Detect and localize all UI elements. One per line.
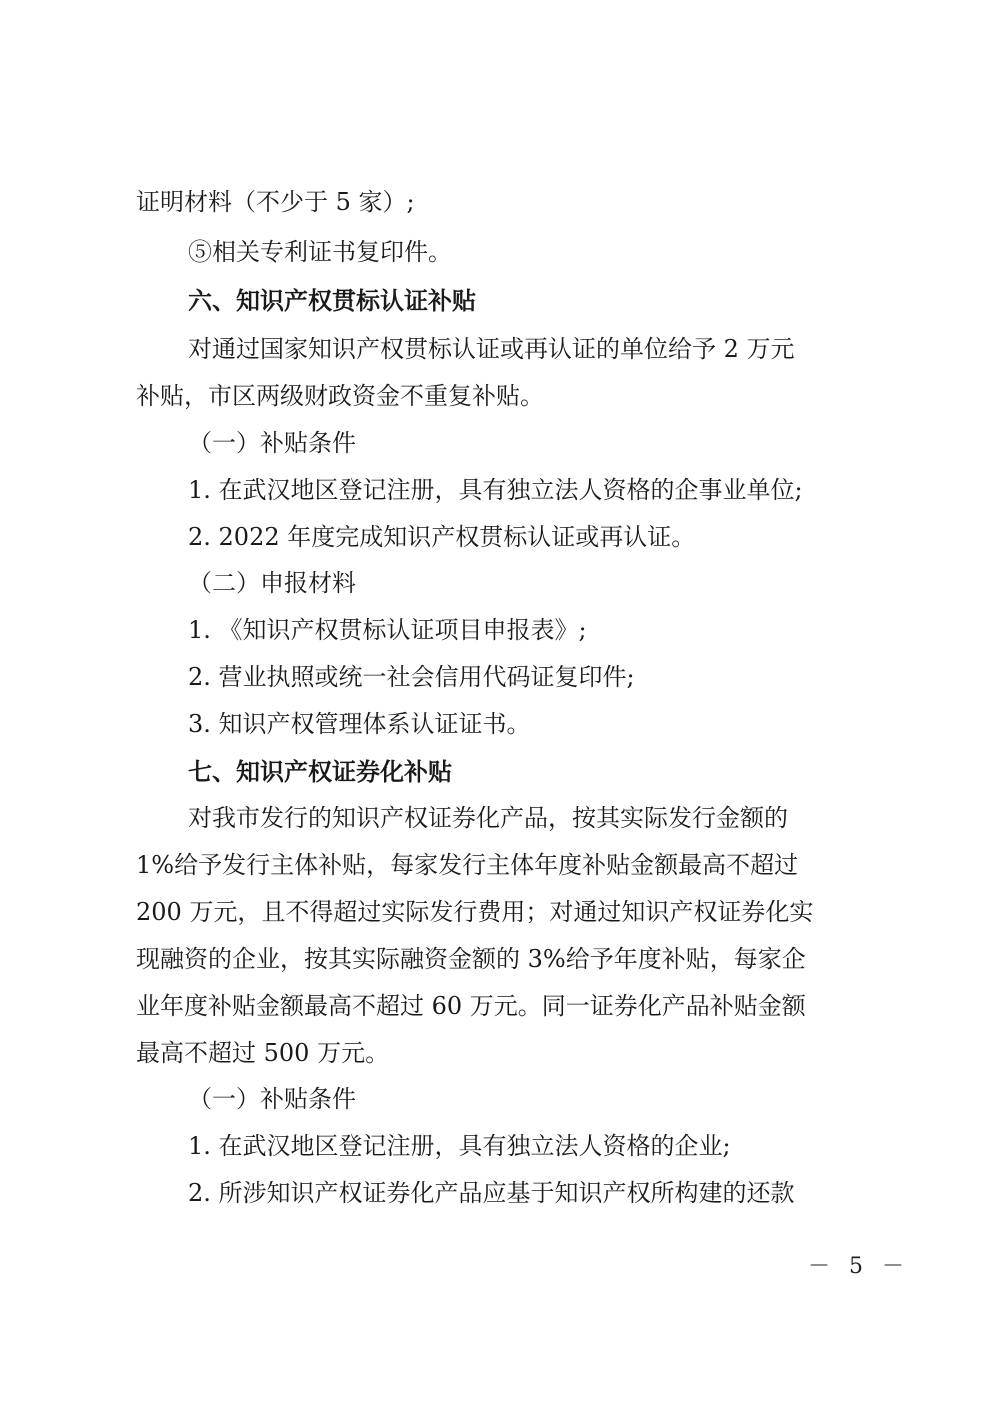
section-heading: 六、知识产权贯标认证补贴 [188, 287, 476, 315]
subsection-heading: （一）补贴条件 [188, 429, 356, 457]
list-item: 1. 在武汉地区登记注册，具有独立法人资格的企业; [188, 1132, 731, 1160]
paragraph-line: 补贴，市区两级财政资金不重复补贴。 [136, 382, 544, 410]
paragraph-line: 200 万元，且不得超过实际发行费用；对通过知识产权证券化实 [136, 898, 814, 926]
paragraph-line: 业年度补贴金额最高不超过 60 万元。同一证券化产品补贴金额 [136, 992, 806, 1020]
list-item: 2. 2022 年度完成知识产权贯标认证或再认证。 [188, 523, 696, 551]
list-item: 2. 营业执照或统一社会信用代码证复印件; [188, 663, 635, 691]
paragraph-line: 最高不超过 500 万元。 [136, 1039, 390, 1067]
list-item: 1. 《知识产权贯标认证项目申报表》; [188, 616, 587, 644]
section-heading: 七、知识产权证券化补贴 [188, 758, 452, 786]
list-item: 3. 知识产权管理体系认证证书。 [188, 710, 531, 738]
text-line: 证明材料（不少于 5 家）; [136, 188, 415, 216]
subsection-heading: （一）补贴条件 [188, 1085, 356, 1113]
subsection-heading: （二）申报材料 [188, 569, 356, 597]
paragraph-line: 对我市发行的知识产权证券化产品，按其实际发行金额的 [188, 804, 788, 832]
paragraph-line: 对通过国家知识产权贯标认证或再认证的单位给予 2 万元 [188, 335, 795, 363]
list-item: 1. 在武汉地区登记注册，具有独立法人资格的企事业单位; [188, 476, 803, 504]
text-line: ⑤相关专利证书复印件。 [188, 238, 452, 266]
list-item: 2. 所涉知识产权证券化产品应基于知识产权所构建的还款 [188, 1179, 795, 1207]
page-number: － 5 － [808, 1254, 910, 1279]
paragraph-line: 现融资的企业，按其实际融资金额的 3%给予年度补贴，每家企 [136, 945, 806, 973]
paragraph-line: 1%给予发行主体补贴，每家发行主体年度补贴金额最高不超过 [136, 851, 799, 879]
